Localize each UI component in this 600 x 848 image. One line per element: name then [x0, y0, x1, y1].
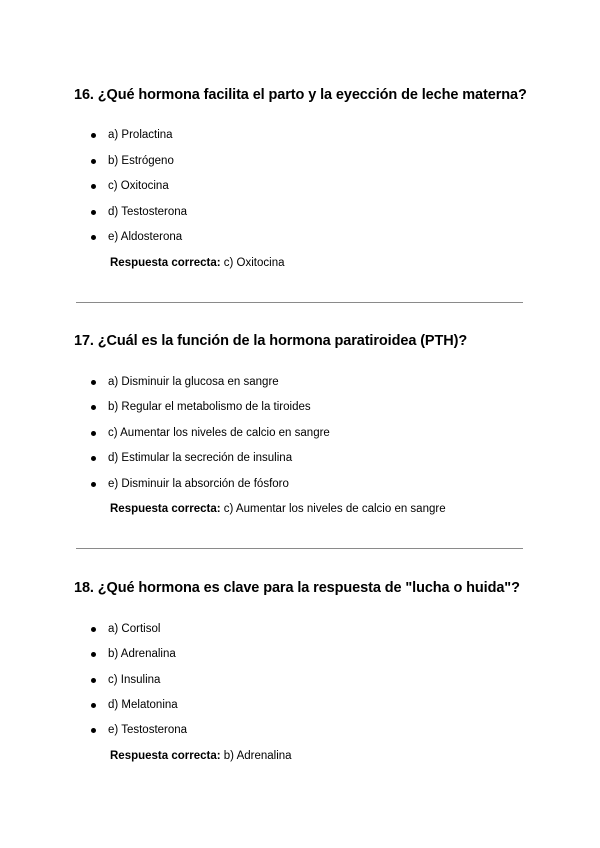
bullet-icon — [91, 652, 96, 657]
option-18-d: d) Melatonina — [108, 698, 178, 712]
bullet-icon — [91, 380, 96, 385]
option-17-e: e) Disminuir la absorción de fósforo — [108, 477, 289, 491]
answer-value: c) Aumentar los niveles de calcio en sangre — [223, 503, 446, 515]
option-16-e: e) Aldosterona — [108, 230, 182, 244]
option-18-e: e) Testosterona — [108, 723, 187, 737]
bullet-icon — [91, 728, 96, 733]
bullet-icon — [91, 210, 96, 215]
bullet-icon — [91, 235, 96, 240]
option-16-d: d) Testosterona — [108, 205, 187, 219]
question-16-title: 16. ¿Qué hormona facilita el parto y la eyección de leche materna? — [74, 87, 527, 103]
bullet-icon — [91, 159, 96, 164]
bullet-icon — [91, 405, 96, 410]
section-divider — [76, 548, 523, 549]
bullet-icon — [91, 184, 96, 189]
section-divider — [76, 302, 523, 303]
bullet-icon — [91, 678, 96, 683]
option-16-c: c) Oxitocina — [108, 179, 169, 193]
question-17-title: 17. ¿Cuál es la función de la hormona paratiroidea (PTH)? — [74, 333, 468, 349]
answer-label: Respuesta correcta: — [110, 257, 221, 269]
bullet-icon — [91, 431, 96, 436]
question-18-title: 18. ¿Qué hormona es clave para la respuesta de "lucha o huida"? — [74, 580, 520, 596]
answer-label: Respuesta correcta: — [110, 750, 221, 762]
answer-16 — [110, 256, 285, 270]
option-18-c: c) Insulina — [108, 673, 160, 687]
option-17-b: b) Regular el metabolismo de la tiroides — [108, 400, 311, 414]
option-17-d: d) Estimular la secreción de insulina — [108, 451, 292, 465]
option-16-a: a) Prolactina — [108, 128, 173, 142]
bullet-icon — [91, 703, 96, 708]
answer-17 — [110, 502, 446, 516]
answer-label: Respuesta correcta: — [110, 503, 221, 515]
bullet-icon — [91, 482, 96, 487]
option-18-a: a) Cortisol — [108, 622, 160, 636]
option-16-b: b) Estrógeno — [108, 154, 174, 168]
bullet-icon — [91, 456, 96, 461]
option-17-a: a) Disminuir la glucosa en sangre — [108, 375, 279, 389]
answer-value: c) Oxitocina — [223, 257, 285, 269]
option-18-b: b) Adrenalina — [108, 647, 176, 661]
bullet-icon — [91, 627, 96, 632]
answer-18 — [110, 749, 292, 763]
bullet-icon — [91, 133, 96, 138]
answer-value: b) Adrenalina — [223, 750, 292, 762]
option-17-c: c) Aumentar los niveles de calcio en sangre — [108, 426, 330, 440]
